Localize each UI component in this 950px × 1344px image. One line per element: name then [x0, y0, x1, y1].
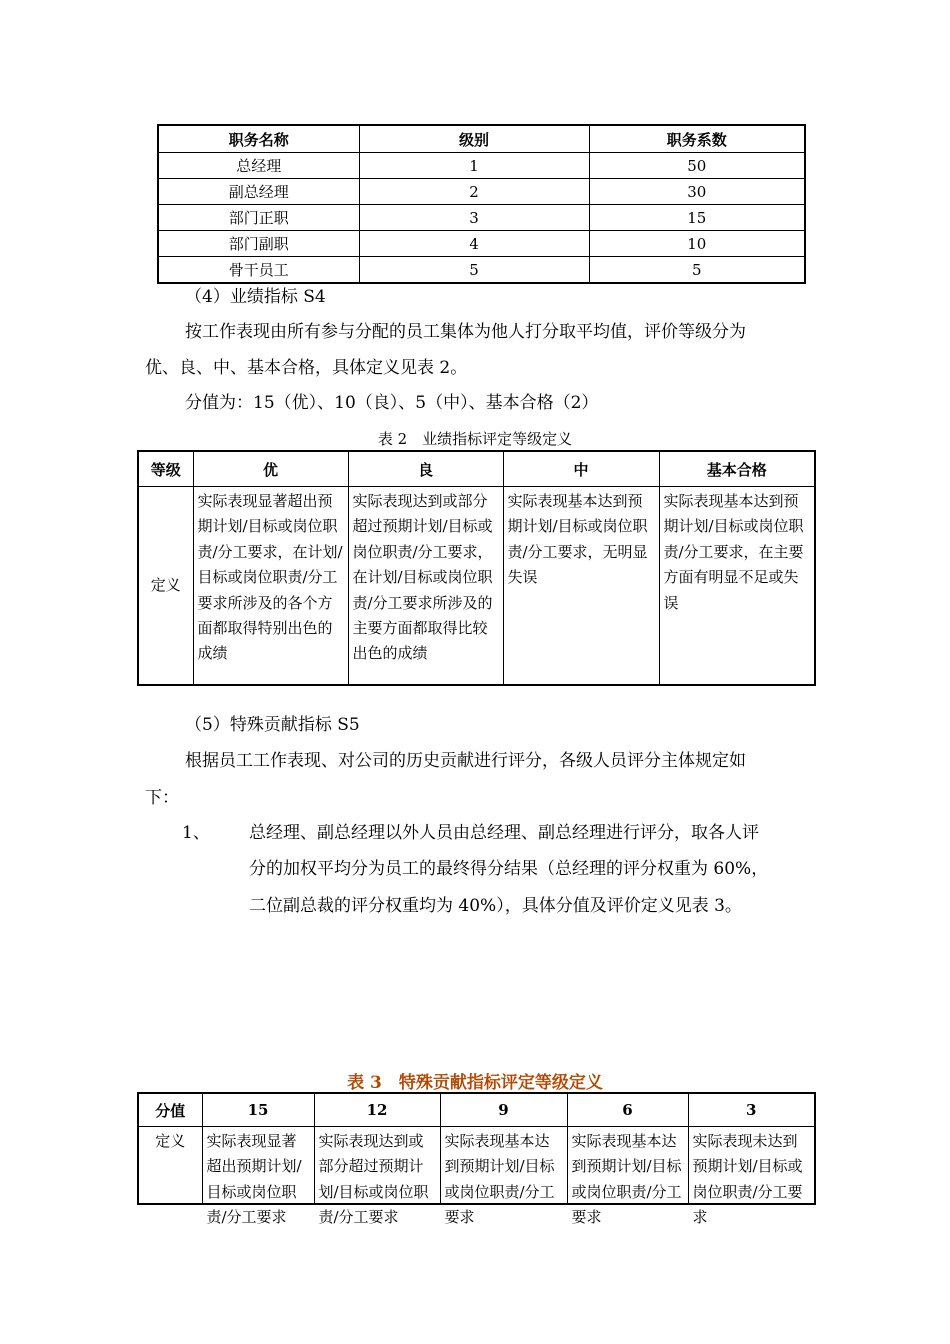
table-row: [158, 153, 805, 179]
definition-average: 实际表现基本达到预期计划/目标或岗位职责/分工要求，无明显失误: [503, 487, 659, 686]
section4-scores: 分值为：15（优）、10（良）、5（中）、基本合格（2）: [185, 393, 599, 413]
table-header-row: [138, 451, 815, 487]
header-score: 分值: [138, 1093, 202, 1127]
header-score-15: 15: [202, 1093, 314, 1127]
list-item-line3: 二位副总裁的评分权重均为 40%），具体分值及评价定义见表 3。: [249, 896, 742, 916]
section4-heading: （4）业绩指标 S4: [185, 287, 326, 307]
performance-grade-table: [137, 450, 816, 686]
list-item-line2: 分的加权平均分为员工的最终得分结果（总经理的评分权重为 60%，: [249, 859, 769, 879]
definition-15: [202, 1127, 314, 1227]
table2-caption: 表 2 业绩指标评定等级定义: [377, 430, 573, 448]
definition-basic-pass: 实际表现基本达到预期计划/目标或岗位职责/分工要求，在主要方面有明显不足或失误: [659, 487, 815, 686]
row-label-text: 定义: [155, 1132, 186, 1150]
header-excellent: 优: [193, 451, 348, 487]
position-coefficient-table: [157, 124, 806, 284]
table-cell: 2: [359, 179, 589, 205]
definition-3-text: 实际表现未达到预期计划/目标或岗位职责/分工要求: [692, 1132, 803, 1227]
table-cell: 部门正职: [158, 205, 359, 231]
table-row: [138, 487, 815, 686]
definition-9: [440, 1127, 567, 1227]
section4-paragraph-line1: 按工作表现由所有参与分配的员工集体为他人打分取平均值，评价等级分为: [185, 322, 746, 342]
definition-12: [314, 1127, 440, 1227]
table-cell: 3: [359, 205, 589, 231]
table-header-row: [138, 1093, 815, 1127]
header-score-6: 6: [567, 1093, 688, 1127]
header-score-9: 9: [440, 1093, 567, 1127]
definition-excellent: 实际表现显著超出预期计划/目标或岗位职责/分工要求，在计划/目标或岗位职责/分工要求所涉及的各个方面都取得特别出色的成绩: [193, 487, 348, 686]
special-contribution-table: [137, 1092, 816, 1227]
definition-good: 实际表现达到或部分超过预期计划/目标或岗位职责/分工要求，在计划/目标或岗位职责/分工要求所涉及的主要方面都取得比较出色的成绩: [348, 487, 503, 686]
table-row: [138, 1127, 815, 1205]
header-basic-pass: 基本合格: [659, 451, 815, 487]
table-cell: 15: [589, 205, 805, 231]
table-row: [158, 257, 805, 284]
definition-6-text: 实际表现基本达到预期计划/目标或岗位职责/分工要求: [571, 1132, 682, 1227]
header-grade: 等级: [138, 451, 193, 487]
header-good: 良: [348, 451, 503, 487]
table-cell: 30: [589, 179, 805, 205]
definition-15-text: 实际表现显著超出预期计划/目标或岗位职责/分工要求: [206, 1132, 302, 1227]
table-row: [158, 231, 805, 257]
table-cell: 4: [359, 231, 589, 257]
table-cell: 总经理: [158, 153, 359, 179]
section5-paragraph-line2: 下：: [145, 788, 179, 808]
header-position-name: 职务名称: [158, 125, 359, 153]
table-cell: 副总经理: [158, 179, 359, 205]
header-coefficient: 职务系数: [589, 125, 805, 153]
header-score-3: 3: [688, 1093, 815, 1127]
table-cell: 部门副职: [158, 231, 359, 257]
table-cell: 骨干员工: [158, 257, 359, 284]
definition-9-text: 实际表现基本达到预期计划/目标或岗位职责/分工要求: [444, 1132, 555, 1227]
row-label-definition: [138, 1127, 202, 1205]
header-average: 中: [503, 451, 659, 487]
table-row: [158, 205, 805, 231]
table3-caption: 表 3 特殊贡献指标评定等级定义: [347, 1073, 603, 1093]
table-cell: 10: [589, 231, 805, 257]
table-row: [158, 179, 805, 205]
list-item-line1: 总经理、副总经理以外人员由总经理、副总经理进行评分，取各人评: [249, 823, 759, 843]
header-score-12: 12: [314, 1093, 440, 1127]
section5-paragraph-line1: 根据员工工作表现、对公司的历史贡献进行评分，各级人员评分主体规定如: [185, 751, 746, 771]
list-item-number: 1、: [182, 823, 210, 843]
table-cell: 50: [589, 153, 805, 179]
table-cell: 5: [359, 257, 589, 284]
table-header-row: [158, 125, 805, 153]
header-level: 级别: [359, 125, 589, 153]
definition-6: [567, 1127, 688, 1227]
definition-3: [688, 1127, 815, 1227]
table-cell: 5: [589, 257, 805, 284]
row-label-definition: 定义: [138, 487, 193, 686]
section5-heading: （5）特殊贡献指标 S5: [185, 715, 360, 735]
table-cell: 1: [359, 153, 589, 179]
definition-12-text: 实际表现达到或部分超过预期计划/目标或岗位职责/分工要求: [318, 1132, 429, 1227]
section4-paragraph-line2: 优、良、中、基本合格，具体定义见表 2。: [145, 358, 468, 378]
